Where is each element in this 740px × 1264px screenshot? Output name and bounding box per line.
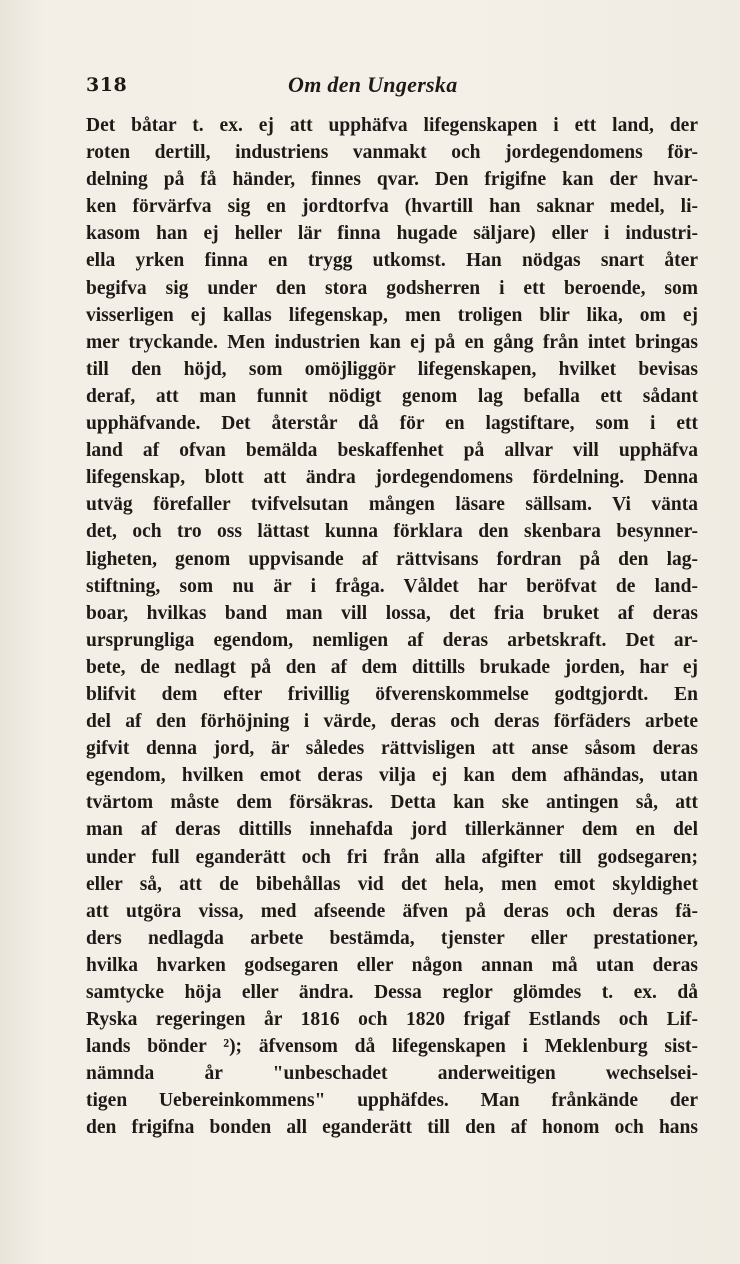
text-line: lands bönder ²); äfvensom då lifegenskapen i Meklenburg sist- bbox=[86, 1036, 698, 1058]
text-line: hvilka hvarken godsegaren eller någon annan må utan deras bbox=[86, 954, 698, 976]
body-text bbox=[86, 112, 698, 1142]
text-line: begifva sig under den stora godsherren i ett beroende, som bbox=[86, 277, 698, 299]
text-line: bete, de nedlagt på den af dem dittills brukade jorden, har ej bbox=[86, 656, 698, 678]
text-line: mer tryckande. Men industrien kan ej på en gång från intet bringas bbox=[86, 331, 698, 353]
text-line: till den höjd, som omöjliggör lifegenskapen, hvilket bevisas bbox=[86, 358, 698, 380]
text-line: tvärtom måste dem försäkras. Detta kan ske antingen så, att bbox=[86, 792, 698, 814]
text-line: upphäfvande. Det återstår då för en lagstiftare, som i ett bbox=[86, 413, 698, 435]
text-line: ders nedlagda arbete bestämda, tjenster eller prestationer, bbox=[86, 927, 698, 949]
running-title: Om den Ungerska bbox=[288, 72, 458, 97]
text-line: Det båtar t. ex. ej att upphäfva lifegenskapen i ett land, der bbox=[86, 115, 698, 136]
text-line: samtycke höja eller ändra. Dessa reglor glömdes t. ex. då bbox=[86, 982, 698, 1003]
text-line: deraf, att man funnit nödigt genom lag befalla ett sådant bbox=[86, 385, 698, 407]
page-number: 318 bbox=[86, 74, 128, 96]
text-line: stiftning, som nu är i fråga. Våldet har beröfvat de land- bbox=[86, 575, 698, 597]
text-line: ligheten, genom uppvisande af rättvisans fordran på den lag- bbox=[86, 548, 698, 570]
text-line: land af ofvan bemälda beskaffenhet på allvar vill upphäfva bbox=[86, 440, 698, 462]
text-line: den frigifna bonden all eganderätt till den af honom och hans bbox=[86, 1117, 698, 1139]
text-line: visserligen ej kallas lifegenskap, men troligen blir lika, om ej bbox=[86, 304, 698, 326]
text-line: nämnda år "unbeschadet anderweitigen wechselsei- bbox=[86, 1063, 698, 1085]
text-line: Ryska regeringen år 1816 och 1820 frigaf Estlands och Lif- bbox=[86, 1009, 698, 1031]
text-line: delning på få händer, finnes qvar. Den frigifne kan der hvar- bbox=[86, 169, 698, 191]
text-line: del af den förhöjning i värde, deras och deras förfäders arbete bbox=[86, 711, 698, 733]
text-line: det, och tro oss lättast kunna förklara den skenbara besynner- bbox=[86, 521, 698, 543]
text-line: ella yrken finna en trygg utkomst. Han nödgas snart åter bbox=[86, 250, 698, 272]
text-line: att utgöra vissa, med afseende äfven på deras och deras fä- bbox=[86, 900, 698, 922]
text-line: roten dertill, industriens vanmakt och jordegendomens för- bbox=[86, 142, 698, 164]
text-line: ursprungliga egendom, nemligen af deras arbetskraft. Det ar- bbox=[86, 629, 698, 651]
text-line: under full eganderätt och fri från alla afgifter till godsegaren; bbox=[86, 846, 698, 868]
text-line: eller så, att de bibehållas vid det hela, men emot skyldighet bbox=[86, 873, 698, 895]
page-header bbox=[86, 70, 698, 106]
text-line: tigen Uebereinkommens" upphäfdes. Man frånkände der bbox=[86, 1090, 698, 1112]
text-line: boar, hvilkas band man vill lossa, det fria bruket af deras bbox=[86, 602, 698, 624]
text-line: kasom han ej heller lär finna hugade säljare) eller i industri- bbox=[86, 223, 698, 245]
text-line: man af deras dittills innehafda jord tillerkänner dem en del bbox=[86, 819, 698, 841]
text-line: ken förvärfva sig en jordtorfva (hvartill han saknar medel, li- bbox=[86, 196, 698, 218]
text-line: lifegenskap, blott att ändra jordegendomens fördelning. Denna bbox=[86, 467, 698, 489]
text-line: utväg förefaller tvifvelsutan mången läsare sällsam. Vi vänta bbox=[86, 494, 698, 516]
text-line: gifvit denna jord, är således rättvisligen att anse såsom deras bbox=[86, 738, 698, 760]
text-line: egendom, hvilken emot deras vilja ej kan dem afhändas, utan bbox=[86, 765, 698, 787]
text-line: blifvit dem efter frivillig öfverenskommelse godtgjordt. En bbox=[86, 683, 698, 705]
